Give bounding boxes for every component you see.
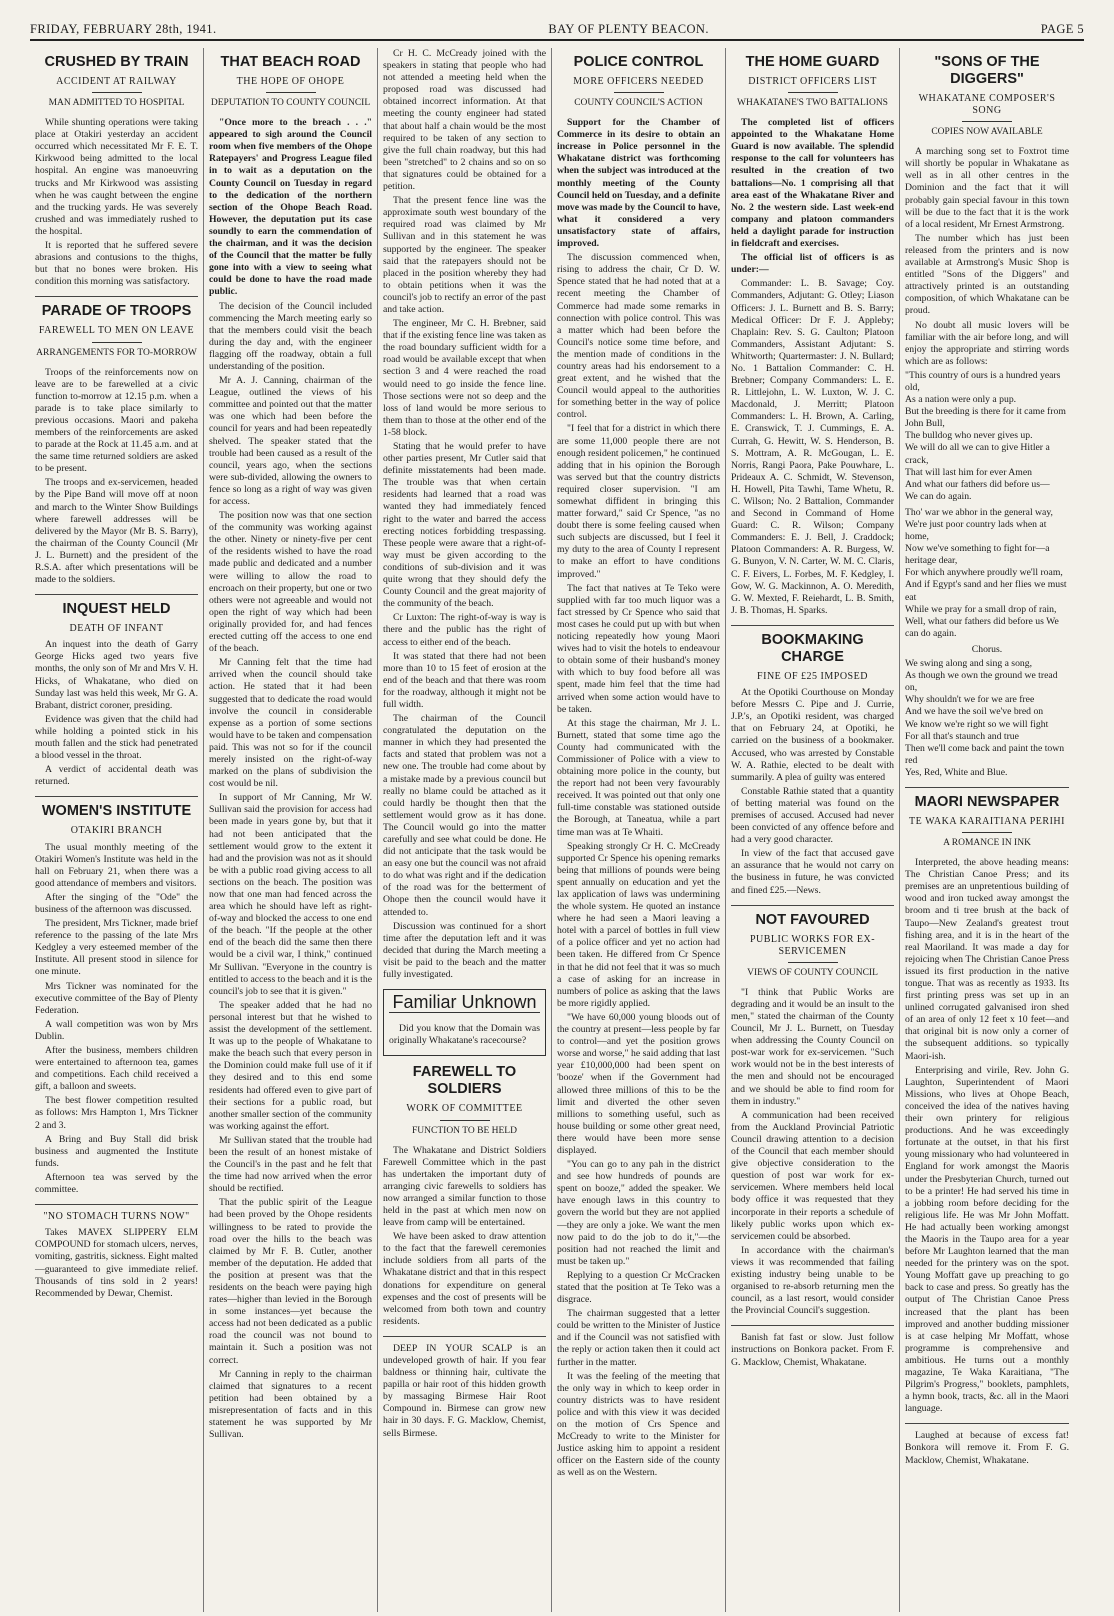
paragraph: The position now was that one section of the community was working against the other. Ninety or ninety-five per cent of the residents wished to have the road made public and dedicated and a number were willing to allow the road to encroach on their property, but one or two others were not agreeable and would not open the right of way which had been originally provided for, and had fences erected cutting off the access to one end of the beach. [209,510,372,655]
lyric-line: Tho' war we abhor in the general way, [905,506,1053,518]
divider [35,594,198,595]
advert-bonkora: Banish fat fast or slow. Just follow instructions on Bonkora packet. From F. G. Macklow, Chemist, Whakatane. [731,1332,894,1368]
subhead: OTAKIRI BRANCH [70,825,163,837]
headline: PARADE OF TROOPS [41,303,192,320]
paragraph: Mr Sullivan stated that the trouble had been the result of an honest mistake of the Council's in the past and he felt that the time had now arrived when the error should be rectified. [209,1134,372,1195]
paragraph: Interpreted, the above heading means: The Christian Canoe Press; and its premises are an unpretentious building of wood and iron tucked away amongst the broom and ti tree brush at the back of Taupo—New Zealand's greatest trout fishing area, and it is in the heart of the real Maoriland. It was made a day for rejoicing when The Christian Canoe Press issued its first production in the native tongue. That was as recently as 1933. Its first printing press was set up in an unlined corrugated galvanised iron shed of an area of only 12 feet x 10 feet—and that original bit is now only a corner of the subsequent additions. so typically Maori-ish. [905,857,1069,1062]
paragraph: We have been asked to draw attention to the fact that the farewell ceremonies include soldiers from all parts of the Whakatane district and that in this respect donations for expenditure on general expenses and the cost of presents will be welcomed from both town and country residents. [383,1231,546,1327]
newspaper-page [30,48,1088,1612]
paragraph: After the business, members children were entertained to afternoon tea, games and competitions. Each child received a gift, a balloon and sweets. [35,1045,198,1093]
lyric-line: "This country of ours is a hundred years old, [905,369,1061,393]
paragraph: Replying to a question Cr McCracken stated that the position at Te Teko was a disgrace. [557,1269,720,1306]
paragraph: That the present fence line was the approximate south west boundary of the required road was claimed by Mr Sullivan and in this statement he was supported by the engineer. The speaker said that the ratepayers should not be placed in the position whereby they had to obtain petitions when it was the council's job to rectify an error of the past and take action. [383,195,546,315]
paragraph: Stating that he would prefer to have other parties present, Mr Cutler said that definite misstatements had been made. The trouble was that when certain residents had learned that a road was wanted they had immediately fenced right to the water and barred the access erecting notices forbidding trespassing. These people were aware that a right-of-way must be given according to the conditions of sub-division and it was quite wrong that they should defy the County Council and the great majority of the community of the beach. [383,441,546,610]
lyric-line: Why shouldn't we for we are free [905,694,1035,706]
paragraph: Mr A. J. Canning, chairman of the League, outlined the views of his committee and pointed out that the matter was one which had been before the council for years and had been repeatedly shelved. The speaker stated that the trouble had been caused as a result of the council, years ago, when the sections were sub-divided, allowing the owners to fence so long as a right of way was given for access. [209,375,372,507]
headline: THE HOME GUARD [745,54,880,70]
article-that-beach-road [209,54,372,1441]
chorus-label: Chorus. [971,643,1003,655]
paragraph: A wall competition was won by Mrs Dublin. [35,1018,198,1042]
column-4 [552,48,726,1612]
box-title: Familiar Unknown [389,996,540,1013]
headline: FAREWELL TO SOLDIERS [412,1064,517,1098]
subhead: ACCIDENT AT RAILWAY [56,76,177,87]
divider [905,787,1069,788]
headline: NOT FAVOURED [755,911,870,928]
divider [731,905,894,906]
subhead: DISTRICT OFFICERS LIST [748,76,877,87]
column-2 [204,48,378,1612]
issue-date: FRIDAY, FEBRUARY 28th, 1941. [30,22,217,36]
divider [35,1204,198,1205]
lyric-line: We swing along and sing a song, [905,658,1033,670]
paragraph: The troops and ex-servicemen, headed by the Pipe Band will move off at noon and march to the Winter Show Buildings where farewell addresses will be delivered by the Mayor (Mr B. S. Barry), the chairman of the County Council (Mr J. L. Burnett) and the president of the R.S.A. after which presentations will be made to the soldiers. [35,477,198,586]
lyric-line: We're just poor country lads when at home, [905,519,1047,543]
deck: WHAKATANE'S TWO BATTALIONS [737,98,888,109]
headline: BOOKMAKING CHARGE [761,631,864,665]
column-5 [726,48,900,1612]
paragraph: The engineer, Mr C. H. Brebner, said that if the existing fence line was taken as the road boundary sufficient width for a road would be available except that when section 3 and 4 were reached the road would need to go inside the fence line. Those sections were not so deep and the loss of land would be more serious to them than to those at the other end of the 1-58 block. [383,318,546,438]
paragraph: After the singing of the "Ode" the business of the afternoon was discussed. [35,891,198,915]
lyric-line: Now we've something to fight for—a heritage dear, [905,543,1050,567]
lyric-line: That will last him for ever Amen [905,466,1032,478]
subhead: MORE OFFICERS NEEDED [573,76,704,87]
divider [731,625,894,626]
paragraph: In view of the fact that accused gave an assurance that he would not carry on the business in future, he was convicted and fined £25.—News. [731,848,894,896]
article-inquest-held [35,601,198,788]
paragraph: The speaker added that he had no personal interest but that he wished to assist the development of the settlement. It was up to the people of Whakatane to make the beach such that every person in the Dominion could make full use of it if they desired and to this end some residents had offered even to give part of their sections for a public road, but another smaller section of the community was working against the effort. [209,999,372,1132]
subhead: WORK OF COMMITTEE [406,1103,523,1115]
paragraph: The decision of the Council included commencing the March meeting early so that the members could visit the beach during the day and, with the engineer flagging off the roadway, obtain a full understanding of the position. [209,300,372,372]
paragraph: Cr H. C. McCready joined with the speakers in stating that people who had not attended a meeting held when the proposed road was discussed had obtained incorrect information. At that meeting the county engineer had stated that about half a chain would be the most required to be taken of any section to give the full chain roadway, but this had been "stretched" to 2 chains and so on so that signatures could be obtained for a petition. [383,48,546,193]
subhead: THE HOPE OF OHOPE [236,76,345,87]
paragraph: "I think that Public Works are degrading and it would be an insult to the men," stated the chairman of the County Council, Mr J. L. Burnett, on Tuesday when addressing the County Council on post-war work for ex-servicemen. "Such work would not be in the best interests of the men and should not be encouraged and we should be able to find room for them in industry." [731,986,894,1107]
headline: THAT BEACH ROAD [220,54,361,70]
familiar-unknown-box [383,989,546,1056]
divider [731,1325,894,1326]
column-6 [900,48,1074,1612]
paragraph: "You can go to any pah in the district and see how hundreds of pounds are spent on booze," added the speaker. We have enough laws in this country to govern the world but they are not applied—they are only a joke. We want the men now paid to do the job to do it,"—the position had not reached the limit and must be taken up." [557,1159,720,1267]
paragraph: The Whakatane and District Soldiers Farewell Committee which in the past has undertaken the important duty of arranging civic farewells to soldiers has now arranged a similar function to those held in the past at which men now on leave from camp will be entertained. [383,1144,546,1229]
divider [962,832,1012,833]
headline: "NO STOMACH TURNS NOW" [43,1211,190,1223]
lyric-line: For all that's staunch and true [905,730,1019,742]
paragraph: While shunting operations were taking place at Otakiri yesterday an accident occurred which necessitated Mr F. E. T. Kirkwood being admitted to the local hospital. An engine was manoeuvring trucks and Mr Kirkwood was assisting when he was caught between the engine and the trucking yards. He was severely crushed and was immediately rushed to the hospital. [35,117,198,237]
paragraph: "I feel that for a district in which there are some 11,000 people there are not enough resident policemen," he continued adding that in his opinion the Borough was served but that the country districts required closer supervision. "I am somewhat diffident in bringing this matter forward," said Cr Spence, "as no doubt there is some feeling caused when such subjects are discussed, but I feel it my duty to the area of County I represent to make an effort to have conditions improved." [557,423,720,580]
deck: ARRANGEMENTS FOR TO-MORROW [36,347,197,358]
lyric-line: The bulldog who never gives up. [905,430,1033,442]
article-maori-newspaper [905,794,1069,1415]
advert-birmese: DEEP IN YOUR SCALP is an undeveloped growth of hair. If you fear baldness or thinning hair, cultivate the papilla or hair root of this hidden growth by massaging Birmese Hair Root Compound in. Birmese can grow new hair in 30 days. F. G. Macklow, Chemist, sells Birmese. [383,1342,546,1439]
divider [266,92,316,93]
article-crushed-by-train [35,54,198,288]
divider [905,1423,1069,1424]
article-bookmaking-charge [731,632,894,897]
paragraph: It was stated that there had not been more than 10 to 15 feet of erosion at the end of the beach and that there was room for the roadway, although it might not be full width. [383,650,546,710]
article-not-favoured [731,912,894,1318]
chorus [905,658,1069,779]
divider [383,1336,546,1337]
paragraph: Discussion was continued for a short time after the deputation left and it was decided that during the March meeting a visit be paid to the beach and the matter fully investigated. [383,920,546,981]
lyric-line: As though we own the ground we tread on, [905,670,1058,694]
divider [440,1120,490,1121]
paragraph: The discussion commenced when, rising to address the chair, Cr D. W. Spence stated that he had noted that at a recent meeting the Chamber of Commerce had made some remarks in connection with police control. This was a matter which had been before the Council's notice some time before, and the mention made of conditions in the country areas had his endorsement to a great extent, and he wished that the Council would appeal to the authorities for something better in the way of police control. [557,252,720,421]
headline: WOMEN'S INSTITUTE [41,803,192,820]
deck: A ROMANCE IN INK [943,838,1031,849]
lead-paragraph: "Once more to the breach . . ." appeared to sigh around the Council room when five members of the Ohope Ratepayers' and Progress League filed in to wait as a deputation on the County Council on Tuesday in regard to the dedication of the northern section of the Ohope Beach Road. However, the deputation put its case soundly to earn the commendation of the chairman, and it was the decision of the Council that the matter be fully gone into with a view to seeing what could be done to have the road made public. [209,117,372,298]
paragraph: The president, Mrs Tickner, made brief reference to the passing of the late Mrs Kedgley a very esteemed member of the Institute. All present stood in silence for one minute. [35,918,198,978]
paragraph: Speaking strongly Cr H. C. McCready supported Cr Spence his opening remarks being that millions of pounds were being spent annually on education and yet the lax application of laws was undermining the whole system. He quoted an instance where he had seen a Maori leaving a hotel with a parcel of bottles in full view of a police officer and yet no action had been taken. He differed from Cr Spence in that he did not feel that it was so much a case of asking for an increase in numbers of police as asking that the laws be more rigidly applied. [557,840,720,1009]
paragraph: In accordance with the chairman's views it was recommended that failing existing industry being unable to be organised to re-absorb returning men the council, as a last resort, would consider the Provincial Council's suggestion. [731,1244,894,1317]
lyric-line: We know we're right so we will fight [905,718,1049,730]
article-parade-of-troops [35,303,198,586]
paragraph: An inquest into the death of Garry George Hicks aged two years five months, the only son of Mr and Mrs V. H. Hicks, of Whakatane, who died on Sunday last was held this week, Mr G. A. Brabant, district coroner, presiding. [35,639,198,711]
paragraph: Takes MAVEX SLIPPERY ELM COMPOUND for stomach ulcers, nerves, vomiting, gastritis, sickness. Eight malted—guaranteed to give immediate relief. Thousands of tins sold in 2 years! Recommended by Dewar, Chemist. [35,1227,198,1299]
article-police-control [557,54,720,1480]
subhead: PUBLIC WORKS FOR EX-SERVICEMEN [749,933,876,957]
headline: CRUSHED BY TRAIN [44,54,189,70]
divider [92,92,142,93]
paragraph: The usual monthly meeting of the Otakiri Women's Institute was held in the hall on February 21, when there was a good attendance of members and visitors. [35,841,198,889]
deck: VIEWS OF COUNTY COUNCIL [747,967,878,978]
divider [614,92,664,93]
divider [788,92,838,93]
headline: "SONS OF THE DIGGERS" [934,54,1040,87]
lyric-line: And if Egypt's sand and her flies we must eat [905,579,1067,603]
lyric-line: And we have the soil we've bred on [905,706,1044,718]
song-lyrics [905,370,1069,779]
paragraph: A communication had been received from the Auckland Provincial Patriotic Council drawing attention to a decision of the Council that each member should give objective consideration to the question of post war work for ex-servicemen. Where members held local body office it was requested that they incorporate in their reports a schedule of likely public works upon which ex-servicemen could be absorbed. [731,1109,894,1242]
paragraph: The chairman of the Council congratulated the deputation on the manner in which they had presented the facts and stated that problem was not a new one. The trouble had come about by a mistake made by a previous council but really no blame could be attached as it could hardly be thought then that the settlement would grow as it has done. The Council would go into the matter carefully and see what could be done. He did not anticipate that the task would be an easy one but the council was not afraid to do what was right and if the dedication of the road was for the betterment of Ohope then the council would have it attended to. [383,713,546,918]
deck: FUNCTION TO BE HELD [412,1125,517,1136]
article-womens-institute [35,803,198,1196]
paragraph: The number which has just been released from the printers and is now available at Armstrong's Music Shop is entitled "Sons of the Diggers" and attractively printed is an outstanding composition, of which Whakatane can be proud. [905,232,1069,317]
divider [788,962,838,963]
lyric-line: For which anywhere proudly we'll roam, [905,567,1063,579]
column-1 [30,48,204,1612]
paragraph: A marching song set to Foxtrot time will shortly be popular in Whakatane as well as in all other centres in the Dominion and the fact that it will probably gain special favour in this town will be due to the fact that it is the work of a local resident, Mr Ernest Armstrong. [905,146,1069,230]
deck: DEPUTATION TO COUNTY COUNCIL [210,98,371,109]
paragraph: No doubt all music lovers will be familiar with the air before long, and will enjoy the appropriate and stirring words which are as follows: [905,319,1069,367]
paragraph: At the Opotiki Courthouse on Monday before Messrs C. Pipe and J. Currie, J.P.'s, an Opotiki resident, was charged that on February 24, at Opotiki, he carried on the business of a bookmaker. Accused, who was arrested by Constable W. A. Rathie, elected to be dealt with summarily. A plea of guilty was entered [731,687,894,783]
lead-paragraph: The completed list of officers appointed to the Whakatane Home Guard is now available. The splendid response to the call for volunteers has resulted in the creation of two battalions—No. 1 comprising all that area east of the Whakatane River and No. 2 the western side. Last week-end company and platoon commanders held a daylight parade for instruction in fieldcraft and exercises. [731,117,894,250]
page-number: PAGE 5 [1040,22,1084,36]
paragraph: The chairman suggested that a letter could be written to the Minister of Justice and if the Council was not satisfied with the reply or action taken then it could act further in the matter. [557,1308,720,1368]
lyric-line: We will do all we can to give Hitler a crack, [905,442,1050,466]
headline: INQUEST HELD [62,601,171,618]
article-sons-of-the-diggers [905,54,1069,779]
newspaper-title: BAY OF PLENTY BEACON. [548,22,709,36]
subhead: DEATH OF INFANT [69,623,164,635]
lyric-line: And what our fathers did before us— [905,478,1050,490]
divider [92,342,142,343]
verse-1 [905,370,1069,503]
column-3 [378,48,552,1612]
headline: POLICE CONTROL [573,54,704,70]
lyric-line: As a nation were only a pup. [905,394,1017,406]
deck: MAN ADMITTED TO HOSPITAL [48,98,185,109]
advert-mavex [35,1211,198,1300]
subhead: FINE OF £25 IMPOSED [757,670,868,682]
paragraph: It is reported that he suffered severe abrasions and contusions to the thighs, but that no bones were broken. His condition this morning was satisfactory. [35,240,198,288]
paragraph: Mr Canning felt that the time had arrived when the council should take action. He stated that it had been suggested that to dedicate the road would involve the council in considerable expense as a portion of some sections would have to be taken and compensation paid. This was not so for if the council merely insisted on the right-of-way marked on the plans of subdivision the cost would be nil. [209,657,372,790]
paragraph: Enterprising and virile, Rev. John G. Laughton, Superintendent of Maori Missions, who lives at Ohope Beach, conceived the idea of the natives having their own printery for religious productions. And he was exceedingly fortunate at the outset, in that his first young missionary who had volunteered in England for work amongst the Maoris under the Presbyterian Church, turned out to be a printer! He had served his time in a jobbing room before deciding for the religious life. He was Mr John Moffatt. He had actually been working amongst the Maoris in the Taupo area for a year before Mr Laughton learned that the man needed for the printery was on the spot. Young Moffatt gave up preaching to go back to case and press. So greatly has the output of The Christian Canoe Press increased that the plant has been improved and another budding missioner is at case helping Mr Moffatt, whose programme is comprehensive and ambitious. He turns out a monthly magazine, Te Waka Karaitiana, "The Pilgrim's Progress," booklets, pamphlets, a hymn book, tracts, &c. all in the Maori language. [905,1064,1069,1415]
paragraph: Mr Canning in reply to the chairman claimed that signatures to a recent petition had been obtained by a misrepresentation of facts and in this statement he was supported by Mr Sullivan. [209,1368,372,1441]
paragraph: A verdict of accidental death was returned. [35,764,198,788]
paragraph: A Bring and Buy Stall did brisk business and augmented the Institute funds. [35,1133,198,1169]
subhead: FAREWELL TO MEN ON LEAVE [38,325,195,337]
subhead: TE WAKA KARAITIANA PERIHI [909,815,1065,827]
paragraph: Commander: L. B. Savage; Coy. Commanders, Adjutant: G. Otley; Liason Officers: J. L. Burnett and B. S. Barry; Medical Officer: Dr F. J. Appleby; Chaplain: Rev. S. G. Caulton; Platoon Commanders, Assistant Adjutant: S. Whitworth; Quartermaster: J. N. Bullard; No. 1 Battalion Commander: C. H. Brebner; Company Commanders: L. E. R. Littlejohn, L. W. Luxton, W. J. C. Macdonald, J. Merritt; Platoon Commanders: L. H. Brown, A. Carling, E. Cranswick, T. J. Cummings, E. A. Currah, G. Hewitt, W. S. Henderson, B. S. Mottram, A. R. McGougan, L. E. Norris, Rangi Paora, Pake Pouwhare, L. Prideaux A. C. Schmidt, W. Stevenson, H. Howell, Pita Tawhi, Tame Whetu, R. C. Wilson; No. 2 Battalion, Commander and Second in Command of Home Guard: C. R. Wilson; Company Commanders: E. J. Bell, J. Craddock; Platoon Commanders: A. R. Burgess, W. G. Bunyon, V. N. Carter, W. M. C. Claris, C. F. Eivers, L. Forbes, M. F. Kedgley, I. Gow, W. G. Mackinnon, A. O. Meredith, G. W. Mexted, F. Reiehardt, L. B. Smith, J. B. Thomas, H. Sparks. [731,278,894,616]
article-beach-road-continued [383,48,546,981]
lyric-line: We can do again. [905,490,972,502]
divider [35,796,198,797]
paragraph: Troops of the reinforcements now on leave are to be farewelled at a civic function to-morrow at 12.15 p.m. when a parade is to take place similarly to previous occasions. Maori and pakeha members of the reinforcements are asked to parade at the Rock at 11.45 a.m. and at the same time returned soldiers are asked to be present. [35,366,198,475]
subhead: WHAKATANE COMPOSER'S SONG [918,93,1056,117]
lyric-line: Yes, Red, White and Blue. [905,766,1008,778]
masthead [30,21,1084,41]
paragraph: Constable Rathie stated that a quantity of betting material was found on the premises of accused. Accused had never been convicted of any offence before and had a very good character. [731,785,894,846]
paragraph: In support of Mr Canning, Mr W. Sullivan said the provision for access had been made in years gone by, but that it had not been anticipated that the settlement would grow to the extent it had and the provision was not as it should be with a public road giving access to all sections on the beach. The position was now that one man had fenced across the area which he should have left as right-of-way and blocked the access to one end of the beach. "If the people at the other end of the beach did the same then there would be a civil war, I think," continued Mr Sullivan. "Everyone in the country is entitled to access to the beach and it is the council's job to see that it is given." [209,792,372,997]
advert-bonkora-2: Laughed at because of excess fat! Bonkora will remove it. From F. G. Macklow, Chemist, Whakatane. [905,1430,1069,1466]
divider [35,296,198,297]
paragraph: Afternoon tea was served by the committee. [35,1171,198,1196]
paragraph: Cr Luxton: The right-of-way is way is there and the public has the right of access to either end of the beach. [383,612,546,648]
lead-paragraph: Support for the Chamber of Commerce in its desire to obtain an increase in Police personnel in the Whakatane district was forthcoming when the subject was introduced at the monthly meeting of the County Council held on Tuesday, and a definite move was made by the Council to have, what it considered a very unsatisfactory state of affairs, improved. [557,117,720,250]
article-home-guard [731,54,894,617]
deck: COUNTY COUNCIL'S ACTION [574,98,703,109]
lead-paragraph: The official list of officers is as under:— [731,252,894,276]
paragraph: The best flower competition resulted as follows: Mrs Hampton 1, Mrs Tickner 2 and 3. [35,1095,198,1131]
verse-2 [905,507,1069,640]
paragraph: Evidence was given that the child had while holding a pointed stick in his mouth fallen and the stick had penetrated a blood vessel in the throat. [35,713,198,762]
lyric-line: Well, what our fathers did before us We can do again. [905,615,1059,639]
paragraph: Mrs Tickner was nominated for the executive committee of the Bay of Plenty Federation. [35,980,198,1016]
paragraph: That the public spirit of the League had been proved by the Ohope residents willingness to be rated to provide the road over the hills to the beach was claimed by Mr F. B. Cutler, another member of the deputation. He added that the position at present was that the residents on the beach were paying high rates—higher than levied in the Borough in some instances—yet because the access had not been dedicated as a public road the council was not bound to maintain it. Such a position was not correct. [209,1197,372,1366]
lyric-line: But the breeding is there for it came from John Bull, [905,406,1066,430]
deck: COPIES NOW AVAILABLE [931,127,1043,138]
article-farewell-to-soldiers [383,1064,546,1328]
paragraph: It was the feeling of the meeting that the only way in which to keep order in country districts was to have resident police and with this view it was decided on the motion of Crs Spence and McCready to write to the Minister for Justice asking him to appoint a resident officer on the Eastern side of the county as well as on the Western. [557,1370,720,1479]
headline: MAORI NEWSPAPER [914,793,1060,810]
lyric-line: Then we'll come back and paint the town red [905,742,1065,766]
divider [962,121,1012,122]
lyric-line: While we pray for a small drop of rain, [905,603,1057,615]
paragraph: "We have 60,000 young bloods out of the country at present—less people by far to control—and yet the position grows worse and worse," he said adding that last year £10,000,000 had been spent on 'booze' when if the Government had allowed three millions of this to be the limit and diverted the other seven millions to something useful, such as house building or some other great need, there would have been more sense displayed. [557,1011,720,1156]
paragraph: The fact that natives at Te Teko were supplied with far too much liquor was a fact stressed by Cr Spence who said that most cases he could put up with but when noticing repeatedly how young Maori wives had to visit the hotels to endeavour to obtain some of their husband's money with which to buy food before all was spent, made him feel that the time had arrived when some action would have to be taken. [557,582,720,715]
paragraph: At this stage the chairman, Mr J. L. Burnett, stated that some time ago the County had communicated with the Commissioner of Police with a view to obtaining more police in the county, but the report had not been very favourably received. It was pointed out that only one full-time constable was stationed outside the Borough, at Taneatua, while a part time man was at Te Whaiti. [557,717,720,838]
paragraph: Did you know that the Domain was originally Whakatane's racecourse? [389,1023,540,1047]
